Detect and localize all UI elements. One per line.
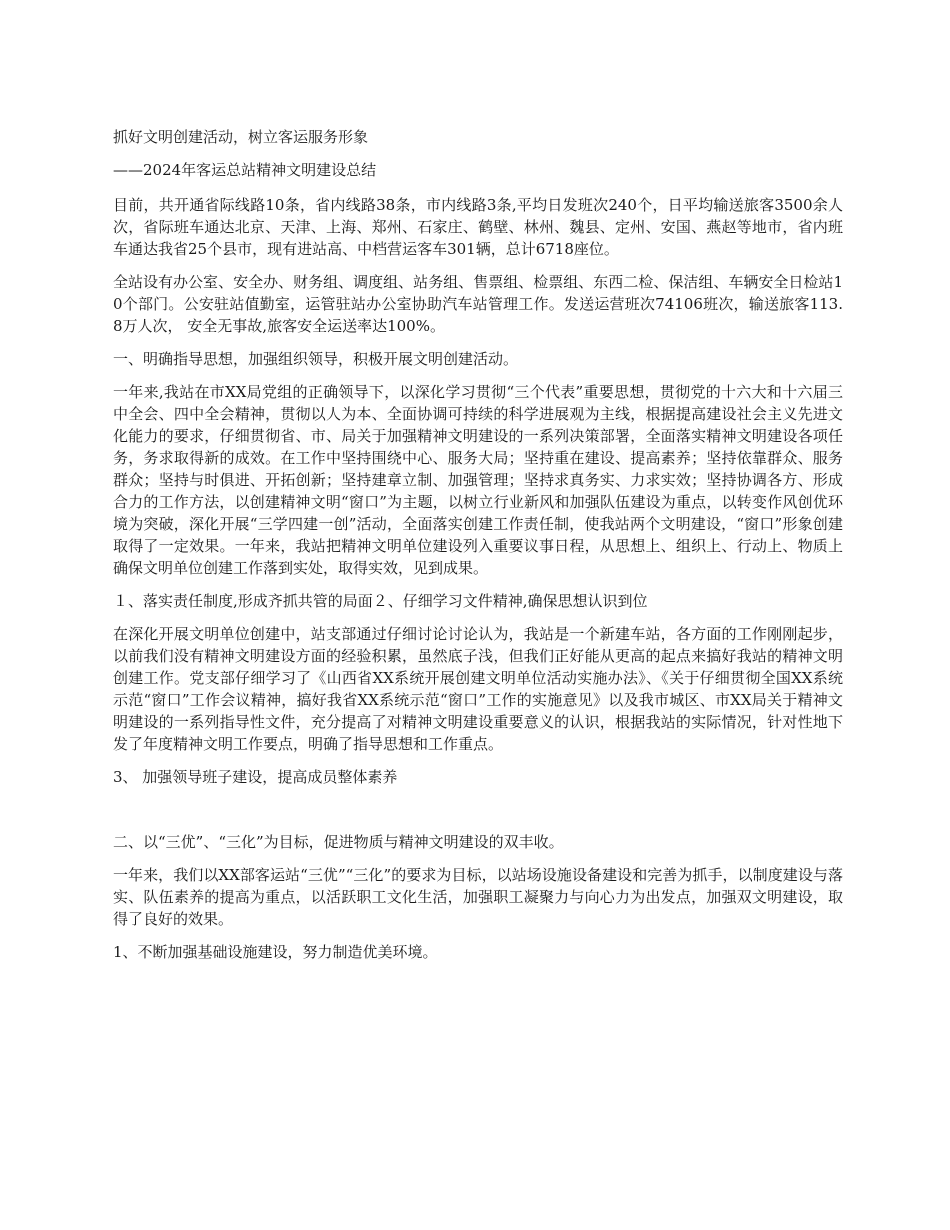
blank-spacer xyxy=(113,799,843,831)
paragraph-goals: 一年来，我们以XX部客运站“三优”“三化”的要求为目标，以站场设施设备建设和完善为抓手，以制度建设与落实、队伍素养的提高为重点，以活跃职工文化生活，加强职工凝聚力与向心力为出发点，加强双文明建设，取得了良好的效果。 xyxy=(113,866,843,928)
section-heading-1: 一、明确指导思想，加强组织领导，积极开展文明创建活动。 xyxy=(113,350,519,368)
paragraph-guidance: 一年来,我站在市XX局党组的正确领导下，以深化学习贯彻“三个代表”重要思想，贯彻党的十六大和十六届三中全会、四中全会精神，贯彻以人为本、全面协调可持续的科学进展观为主线，根据提高建设社会主义先进文化能力的要求，仔细贯彻省、市、局关于加强精神文明建设的一系列决策部署，全面落实精神文明建设各项任务，务求取得新的成效。在工作中坚持围绕中心、服务大局；坚持重在建设、提高素养；坚持依靠群众、服务群众；坚持与时俱进、开拓创新；坚持建章立制、加强管理；坚持求真务实、力求实效；坚持协调各方、形成合力的工作方法，以创建精神文明“窗口”为主题，以树立行业新风和加强队伍建设为重点，以转变作风创优环境为突破，深化开展“三学四建一创”活动，全面落实创建工作责任制，使我站两个文明建设，“窗口”形象创建取得了一定效果。一年来，我站把精神文明单位建设列入重要议事日程，从思想上、组织上、行动上、物质上确保文明单位创建工作落到实处，取得实效，见到成果。 xyxy=(113,383,843,577)
document-page xyxy=(113,126,843,974)
subheading-3: 3、 加强领导班子建设，提高成员整体素养 xyxy=(113,768,398,786)
section-heading-2: 二、以“三优”、“三化”为目标，促进物质与精神文明建设的双丰收。 xyxy=(113,833,564,851)
subheading-infrastructure: 1、不断加强基础设施建设，努力制造优美环境。 xyxy=(113,943,438,961)
document-subtitle: ——2024年客运总站精神文明建设总结 xyxy=(113,161,377,179)
paragraph-departments: 全站设有办公室、安全办、财务组、调度组、站务组、售票组、检票组、东西二检、保洁组、车辆安全日检站10个部门。公安驻站值勤室，运管驻站办公室协助汽车站管理工作。发送运营班次74106班次，输送旅客113.8万人次， 安全无事故,旅客安全运送率达100%。 xyxy=(113,273,843,335)
subheading-1-2: １、落实责任制度,形成齐抓共管的局面２、仔细学习文件精神,确保思想认识到位 xyxy=(113,592,648,610)
paragraph-study: 在深化开展文明单位创建中，站支部通过仔细讨论讨论认为，我站是一个新建车站，各方面的工作刚刚起步，以前我们没有精神文明建设方面的经验积累，虽然底子浅，但我们正好能从更高的起点来搞好我站的精神文明创建工作。党支部仔细学习了《山西省XX系统开展创建文明单位活动实施办法》、《关于仔细贯彻全国XX系统示范“窗口”工作会议精神，搞好我省XX系统示范“窗口”工作的实施意见》以及我市城区、市XX局关于精神文明建设的一系列指导性文件，充分提高了对精神文明建设重要意义的认识，根据我站的实际情况，针对性地下发了年度精神文明工作要点，明确了指导思想和工作重点。 xyxy=(113,625,843,753)
document-title: 抓好文明创建活动，树立客运服务形象 xyxy=(113,128,369,146)
paragraph-overview: 目前，共开通省际线路10条，省内线路38条，市内线路3条,平均日发班次240个，日平均输送旅客3500余人次，省际班车通达北京、天津、上海、郑州、石家庄、鹤壁、林州、魏县、定州、安国、燕赵等地市，省内班车通达我省25个县市，现有进站高、中档营运客车301辆，总计6718座位。 xyxy=(113,196,843,258)
